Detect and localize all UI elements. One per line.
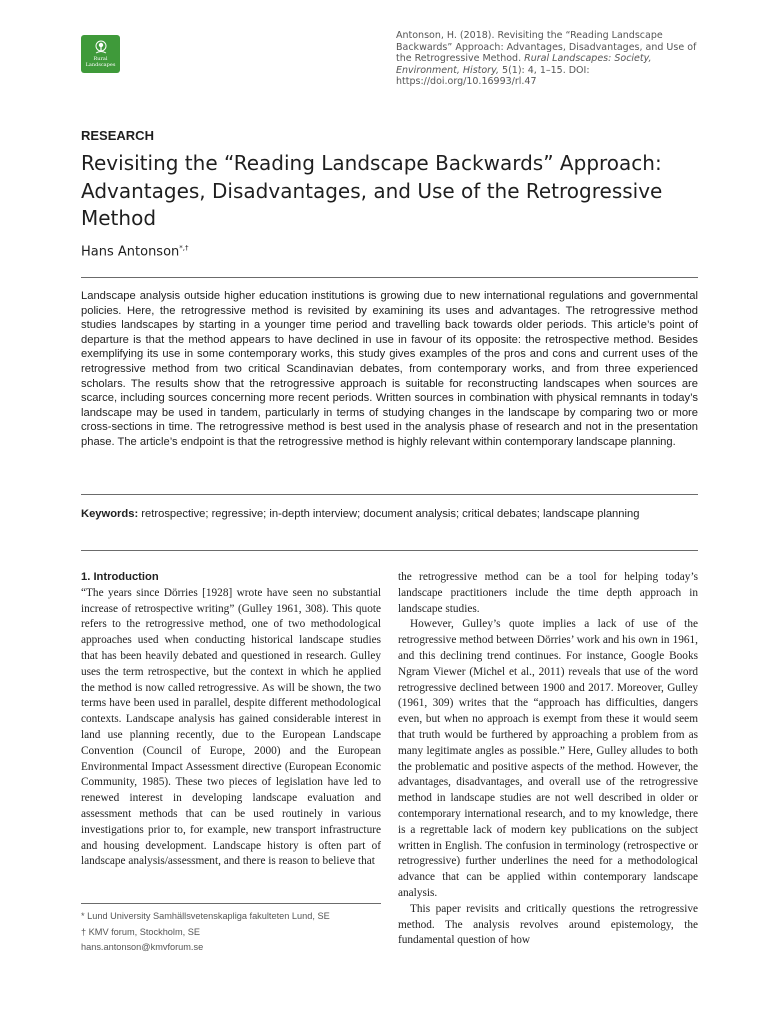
- footnote-affiliation-1: * Lund University Samhällsvetenskapliga fakulteten Lund, SE: [81, 911, 330, 921]
- author-line: [81, 244, 189, 259]
- keywords-text: retrospective; regressive; in-depth interview; document analysis; critical debates; landscape planning: [138, 508, 640, 520]
- article-title: Revisiting the “Reading Landscape Backwards” Approach: Advantages, Disadvantages, and Use of the Retrogressive Method: [81, 151, 663, 230]
- author-email: hans.antonson@kmvforum.se: [81, 942, 204, 952]
- keywords: [81, 507, 698, 522]
- footnote-affiliation-2: † KMV forum, Stockholm, SE: [81, 926, 200, 937]
- citation-doi: 5(1): 4, 1–15. DOI: https://doi.org/10.16993/rl.47: [396, 64, 590, 87]
- divider: [81, 494, 698, 495]
- divider: [81, 277, 698, 278]
- body-paragraph: “The years since Dörries [1928] wrote have seen no substantial increase of retrospective writing” (Gulley 1961, 308). This quote refers to the retrogressive method, one of two methodological approaches used when conducting historical landscape studies that has been heavily debated and questioned in research. Gulley uses the term retrospective, but the context in which he applied the method is now called retrogressive. As will be shown, the two terms have been used in parallel, despite different methodological contexts. Landscape analysis has gained considerable interest in land use planning recently, due to the European Landscape Convention (Council of Europe, 2000) and the European Environmental Impact Assessment directive (European Economic Community, 1985). These two pieces of legislation have led to renewed interest in developing landscape evaluation and assessment methods that can be used routinely in various investigations prior to, for example, new transport infrastructure and housing development. Landscape history is often part of landscape analysis/assessment, and there is reason to believe that: [81, 586, 381, 868]
- citation-text: Antonson, H. (2018). Revisiting the “Reading Landscape Backwards” Approach: Advantages, Disadvantages, and Use of the Retrogressive Method.: [396, 30, 697, 64]
- footnote-divider: [81, 903, 381, 904]
- logo-text: Rural Landscapes: [85, 56, 116, 68]
- body-paragraph: the retrogressive method can be a tool for helping today’s landscape practitioners include the time depth approach in landscape studies.: [398, 571, 698, 615]
- divider: [81, 550, 698, 551]
- article-type-label: RESEARCH: [81, 128, 154, 143]
- keywords-label: Keywords:: [81, 508, 139, 520]
- body-paragraph: This paper revisits and critically questions the retrogressive method. The analysis revolves around epistemology, the fundamental question of how: [398, 902, 698, 947]
- body-column-left: [81, 570, 381, 870]
- section-heading: 1. Introduction: [81, 571, 159, 583]
- body-paragraph: However, Gulley’s quote implies a lack of use of the retrogressive method between Dörries’ work and his own in 1961, and this declining trend continues. For instance, Google Books Ngram Viewer (Michel et al., 2011) reveals that use of the word retrogressive declined between 1900 and 2017. Moreover, Gulley (1961, 309) writes that the “approach has difficulties, dangers even, but when no approach is exempt from these it would seem that truth would be furthered by approaching a problem from as many legitimate angles as possible.” Here, Gulley alludes to both the problematic and positive aspects of the method. However, the advantages, disadvantages, and overall use of the retrogressive method in landscape studies are not well described in older or contemporary international research, and to my knowledge, there is a regrettable lack of modern key publications on the subject written in English. The confusion in terminology (retrospective or retrogressive) further underlines the need for a methodological advance that can be applied within contemporary landscape analysis.: [398, 618, 698, 899]
- citation: [396, 30, 700, 88]
- tree-emblem-icon: [93, 40, 109, 56]
- journal-logo: [81, 35, 120, 73]
- footnotes: [81, 909, 381, 956]
- abstract: Landscape analysis outside higher education institutions is growing due to new international regulations and governmental policies. Here, the retrogressive method is revisited by examining its uses and advantages. The retrogressive method studies landscapes by starting in a younger time period and travelling back towards older periods. This article’s point of departure is that the method appears to have declined in use in favour of its opposite: the retrospective method. Besides exemplifying its use in some contemporary works, this study gives examples of the pros and cons and current uses of the retrogressive method from two critical Scandinavian debates, from contemporary works, and from three experienced scholars. The results show that the retrogressive approach is suitable for reconstructing landscapes when sources are scarce, including sources concerning more recent periods. Written sources in combination with physical remnants in today’s landscape may be used in tandem, particularly in terms of studying changes in the landscape by comparing two or more cross-sections in time. The retrogressive method is best used in the analysis phase of research and not in the presentation phase. The article’s endpoint is that the retrogressive method is highly relevant within contemporary landscape planning.: [81, 290, 698, 448]
- author-name: Hans Antonson: [81, 244, 180, 260]
- citation-journal: Rural Landscapes: Society, Environment, History,: [396, 53, 652, 76]
- author-affiliation-marks: *,†: [179, 244, 189, 252]
- body-column-right: [398, 570, 698, 949]
